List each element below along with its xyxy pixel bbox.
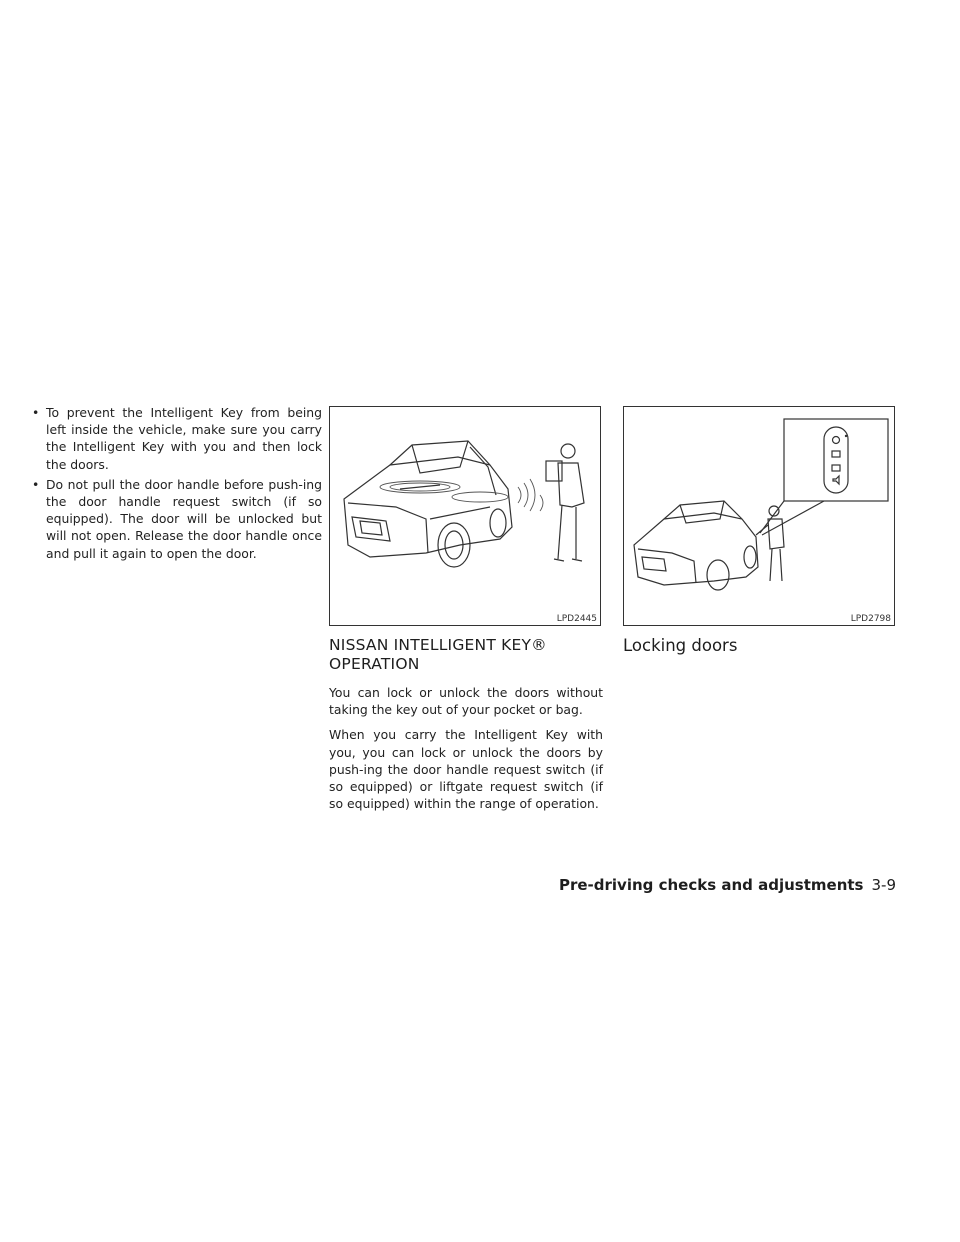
paragraph: You can lock or unlock the doors without taking the key out of your pocket or bag.: [329, 685, 603, 718]
figure-code: LPD2798: [850, 614, 891, 624]
figure-intelligent-key-operation: [329, 406, 601, 626]
page-footer: [559, 876, 896, 894]
paragraph: When you carry the Intelligent Key with you, you can lock or unlock the doors by push-ing the door handle request switch (if so equipped) or liftgate request switch (if so equipped) within the range of operation.: [329, 727, 603, 812]
bullet-list-column: [30, 404, 322, 565]
bullet-item: • To prevent the Intelligent Key from being left inside the vehicle, make sure you carry the Intelligent Key with you and then lock the doors.: [30, 404, 322, 473]
section-heading: NISSAN INTELLIGENT KEY® OPERATION: [329, 636, 547, 673]
figure-locking-doors: [623, 406, 895, 626]
figure-code: LPD2445: [556, 614, 597, 624]
bullet-list: [30, 404, 322, 562]
car-and-person-illustration: [330, 407, 600, 625]
intelligent-key-section: [329, 636, 603, 820]
footer-section-title: Pre-driving checks and adjustments: [558, 876, 864, 894]
subsection-heading: Locking doors: [623, 636, 738, 655]
locking-doors-illustration: [624, 407, 894, 625]
page-number: 3-9: [871, 876, 896, 894]
locking-doors-section: [623, 636, 895, 656]
bullet-item: • Do not pull the door handle before push-ing the door handle request switch (if so equipped). The door will be unlocked but will not open. Release the door handle once and pull it again to open the door.: [30, 476, 322, 562]
